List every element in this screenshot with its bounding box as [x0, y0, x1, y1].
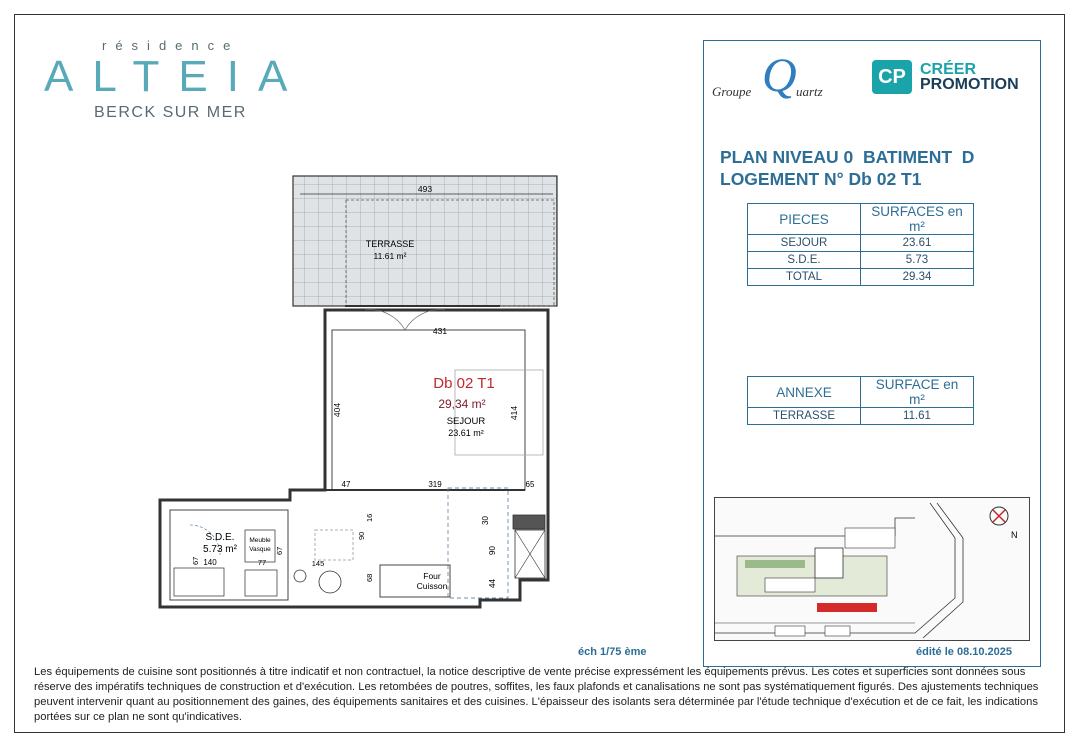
- dim-77: 77: [257, 558, 267, 567]
- terrace-area: [293, 176, 557, 306]
- creer-promotion-icon: CP: [872, 60, 912, 94]
- groupe-quartz-logo: [712, 48, 852, 108]
- compass-north: N: [1011, 530, 1018, 540]
- table-row: [748, 269, 974, 286]
- unit-area: 29,34 m²: [438, 397, 486, 411]
- annex-table-header: [748, 377, 974, 408]
- dim-67b: 67: [275, 546, 284, 555]
- dim-30: 30: [481, 516, 490, 525]
- dim-47: 47: [341, 480, 351, 489]
- rooms-table-header: [748, 204, 974, 235]
- logo-name: ALTEIA: [44, 52, 307, 101]
- unit-location-marker: [817, 603, 877, 612]
- sde-room: [170, 510, 288, 600]
- four-label-1: Four: [423, 571, 441, 581]
- creer-promotion-line1: CRÉER: [920, 61, 977, 78]
- dim-431: 431: [432, 326, 448, 336]
- room-name: SEJOUR: [748, 235, 861, 252]
- dim-414: 414: [509, 405, 519, 421]
- dim-44: 44: [488, 579, 497, 588]
- header-surfaces: SURFACES en m²: [861, 204, 974, 235]
- annex-table: [747, 376, 974, 425]
- table-row: [748, 252, 974, 269]
- site-map-drawing: [715, 498, 1030, 641]
- dim-140: 140: [203, 558, 217, 567]
- legal-notice: Les équipements de cuisine sont positionnés à titre indicatif et non contractuel, la notice descriptive de vente précise expressément les équipements prévus. Les cotes et superficies sont données sous réserve des impératifs techniques de construction et d'exécution. Les retombées de poutres, soffites, les faux plafonds et canalisations ne sont pas systématiquement figurés. Des ajustements techniques peuvent intervenir quant au positionnement des gaines, des équipements sanitaires et des cuisines. L'épaisseur des isolants sera déterminée par l'étude technique d'exécution et de ce fait, les indications portées sur ce plan ne sont qu'indicatives.: [34, 666, 1039, 723]
- groupe-quartz-prefix: Groupe: [712, 84, 752, 99]
- sejour-area: 23.61 m²: [448, 428, 484, 438]
- logo-city: BERCK SUR MER: [94, 104, 247, 121]
- room-name: TOTAL: [748, 269, 861, 286]
- room-name: S.D.E.: [748, 252, 861, 269]
- room-surface: 5.73: [861, 252, 974, 269]
- dim-90b: 90: [357, 531, 366, 540]
- annex-name: TERRASSE: [748, 408, 861, 425]
- header-annexe: ANNEXE: [748, 377, 861, 408]
- meuble-label-1: Meuble: [249, 537, 271, 544]
- residence-logo: [44, 38, 306, 126]
- groupe-quartz-q: Q: [762, 49, 797, 102]
- sde-label: S.D.E.: [205, 532, 235, 543]
- groupe-quartz-suffix: uartz: [796, 84, 823, 99]
- dim-404: 404: [332, 402, 342, 418]
- dim-67: 67: [191, 556, 200, 565]
- logo-residence-text: résidence: [102, 38, 240, 53]
- scale-text: éch 1/75 ème: [578, 646, 647, 658]
- creer-promotion-line2: PROMOTION: [920, 76, 1019, 93]
- annex-surface: 11.61: [861, 408, 974, 425]
- room-surface: 23.61: [861, 235, 974, 252]
- dim-90a: 90: [488, 546, 497, 555]
- dim-493: 493: [417, 184, 433, 194]
- plan-title: PLAN NIVEAU 0 BATIMENT D LOGEMENT N° Db 02 T1: [720, 147, 975, 189]
- site-minimap: [714, 497, 1030, 641]
- sejour-label: SEJOUR: [446, 416, 486, 427]
- room-surface: 29.34: [861, 269, 974, 286]
- dim-319: 319: [428, 480, 442, 489]
- meuble-label-2: Vasque: [249, 546, 271, 553]
- dim-68: 68: [365, 573, 374, 582]
- apartment-walls: [160, 310, 548, 607]
- edited-date: édité le 08.10.2025: [916, 646, 1013, 658]
- dim-16: 16: [365, 513, 374, 522]
- table-row: [748, 408, 974, 425]
- header-surface: SURFACE en m²: [861, 377, 974, 408]
- floor-plan: [150, 170, 570, 620]
- terrace-area-text: 11.61 m²: [373, 251, 407, 261]
- terrace-label: TERRASSE: [365, 239, 415, 249]
- four-label-2: Cuisson: [416, 581, 448, 591]
- dim-145: 145: [311, 559, 325, 568]
- header-pieces: PIECES: [748, 204, 861, 235]
- dim-65: 65: [525, 480, 535, 489]
- table-row: [748, 235, 974, 252]
- rooms-table: [747, 203, 974, 286]
- unit-id: Db 02 T1: [433, 375, 495, 392]
- sde-area: 5.73 m²: [203, 544, 237, 555]
- creer-promotion-logo: [872, 60, 1042, 96]
